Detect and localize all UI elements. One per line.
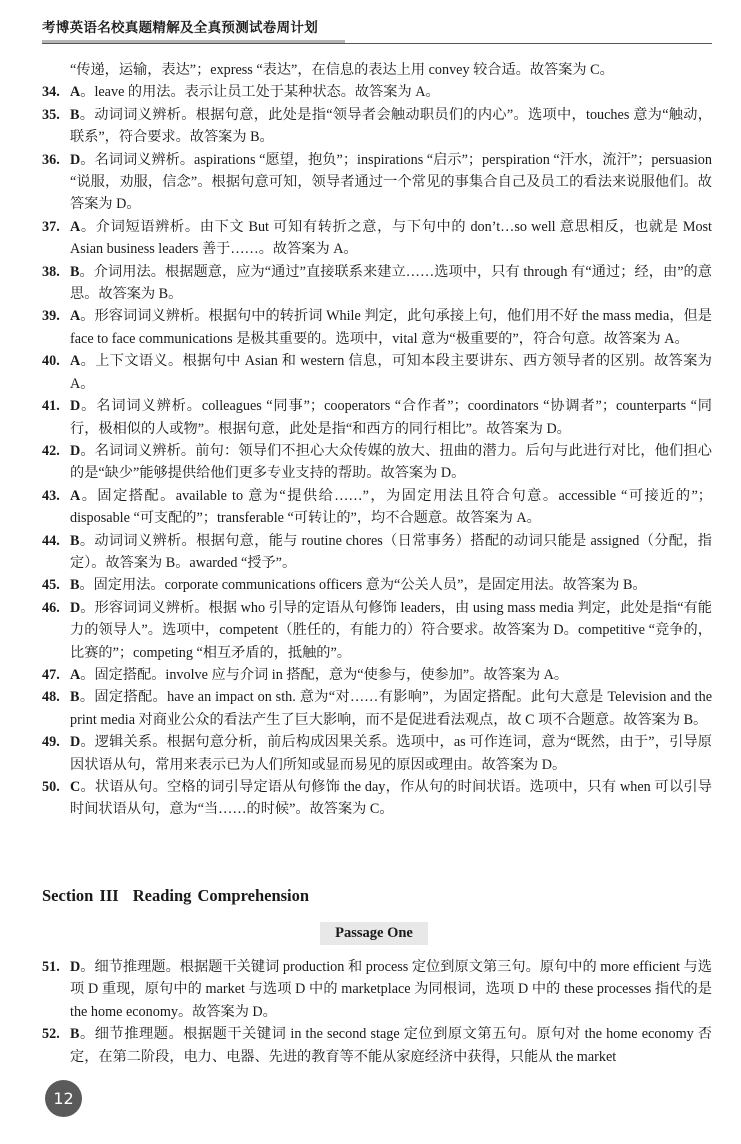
answer-letter: B — [70, 577, 80, 594]
question-number: 42. — [42, 442, 60, 459]
page-number: 12 — [45, 1080, 82, 1117]
answer-item — [42, 261, 712, 306]
explanation: 。介词短语辨析。由下文 But 可知有转折之意，与下句中的 don’t…so well 意思相反，也就是 Most Asian business leaders 善于……。故答案为 A。 — [70, 218, 712, 258]
question-number: 49. — [42, 734, 60, 751]
answer-letter: A — [70, 218, 81, 235]
question-number: 48. — [42, 689, 60, 706]
answer-item — [42, 81, 712, 103]
explanation: 。leave 的用法。表示让员工处于某种状态。故答案为 A。 — [80, 84, 440, 101]
explanation: 。形容词词义辨析。根据 who 引导的定语从句修饰 leaders，由 using mass media 判定，此处是指“有能力的领导人”。选项中，competent（胜任的，有能力的）符合要求。故答案为 D。competitive “竞争的，比赛的”；competing “相互矛盾的，抵触的”。 — [70, 599, 712, 661]
question-number: 39. — [42, 308, 60, 325]
answer-letter: A — [70, 666, 81, 683]
answer-letter: A — [70, 84, 81, 101]
answer-letter: D — [70, 734, 81, 751]
answer-letter: B — [70, 689, 80, 706]
question-number: 47. — [42, 666, 60, 683]
answer-letter: D — [70, 398, 81, 415]
answer-item — [42, 530, 712, 575]
answer-letter: D — [70, 959, 81, 975]
answer-letter: D — [70, 442, 81, 459]
answer-letter: A — [70, 308, 81, 325]
explanation: 。固定搭配。involve 应与介词 in 搭配，意为“使参与，使参加”。故答案为 A。 — [80, 666, 569, 683]
answer-item — [42, 395, 712, 440]
question-number: 40. — [42, 353, 60, 370]
explanation: 。固定搭配。have an impact on sth. 意为“对……有影响”，为固定搭配。此句大意是 Television and the print media 对商业公众的看法产生了巨大影响，而不是促进看法观点，故 C 项不合题意。故答案为 B。 — [70, 689, 712, 728]
question-number: 45. — [42, 577, 60, 594]
explanation: 。上下文语义。根据句中 Asian 和 western 信息，可知本段主要讲东、西方领导者的区别。故答案为 A。 — [70, 353, 712, 392]
explanation: 。名词词义辨析。colleagues “同事”；cooperators “合作者”；coordinators “协调者”；counterparts “同行，极相似的人或物”。根据句意，此处是指“和西方的同行相比”。故答案为 D。 — [70, 398, 712, 437]
answer-item — [42, 956, 712, 1023]
answer-item — [42, 104, 712, 149]
answer-item — [42, 440, 712, 485]
answer-item — [42, 664, 712, 686]
question-number: 46. — [42, 599, 60, 616]
section-title: Reading Comprehension — [132, 886, 310, 905]
question-number: 43. — [42, 487, 60, 504]
explanation: 。动词词义辨析。根据句意，此处是指“领导者会触动职员们的内心”。选项中，touches 意为“触动，联系”，符合要求。故答案为 B。 — [70, 106, 712, 146]
running-header — [42, 18, 712, 46]
question-number: 36. — [42, 151, 60, 168]
answer-letter: B — [70, 532, 80, 549]
question-number: 41. — [42, 398, 60, 415]
answer-letter: A — [70, 487, 81, 504]
answer-item — [42, 216, 712, 261]
answer-item — [42, 574, 712, 596]
explanation: 。细节推理题。根据题干关键词 in the second stage 定位到原文第五句。原句对 the home economy 否定，在第二阶段，电力、电器、先进的教育等不能从家庭经济中获得，只能从 the market — [70, 1026, 712, 1065]
question-number: 51. — [42, 959, 60, 975]
explanation: 。固定搭配。available to 意为“提供给……”，为固定用法且符合句意。accessible “可接近的”；disposable “可支配的”；transferable “可转让的”，均不合题意。故答案为 A。 — [70, 487, 712, 527]
question-number: 52. — [42, 1026, 60, 1043]
header-rule — [42, 40, 712, 46]
answer-list — [42, 59, 712, 821]
answer-letter: B — [70, 1026, 80, 1043]
question-number: 35. — [42, 106, 60, 123]
question-number: 34. — [42, 84, 60, 101]
answer-item — [42, 149, 712, 216]
answer-letter: B — [70, 106, 80, 123]
question-number: 38. — [42, 263, 60, 280]
book-title: 考博英语名校真题精解及全真预测试卷周计划 — [42, 20, 318, 36]
answer-letter: D — [70, 599, 81, 616]
explanation: 。形容词词义辨析。根据句中的转折词 While 判定，此句承接上句，他们用不好 the mass media，但是 face to face communications 是极其重要的。选项中，vital 意为“极重要的”，符合句意。故答案为 A。 — [70, 308, 712, 347]
answer-item — [42, 686, 712, 731]
passage-title: Passage One — [320, 922, 428, 945]
explanation: 。状语从句。空格的词引导定语从句修饰 the day，作从句的时间状语。选项中，只有 when 可以引导时间状语从句，意为“当……的时候”。故答案为 C。 — [70, 779, 712, 818]
answer-letter: B — [70, 263, 80, 280]
explanation: 。细节推理题。根据题干关键词 production 和 process 定位到原文第三句。原句中的 more efficient 与选项 D 重现，原句中的 market 与选项 D 中的 marketplace 为同根词，选项 D 中的 these processes 指代的是 the home economy。故答案为 D。 — [70, 959, 712, 1020]
explanation: 。逻辑关系。根据句意分析，前后构成因果关系。选项中，as 可作连词，意为“既然，由于”，引导原因状语从句，常用来表示已为人们所知或显而易见的原因或理由。故答案为 D。 — [70, 734, 712, 773]
explanation: 。介词用法。根据题意，应为“通过”直接联系来建立……选项中，只有 through 有“通过；经，由”的意思。故答案为 B。 — [70, 263, 712, 303]
answer-item — [42, 597, 712, 664]
question-number: 50. — [42, 779, 60, 795]
answer-item — [42, 776, 712, 821]
answer-item — [42, 350, 712, 395]
explanation: 。动词词义辨析。根据句意，能与 routine chores（日常事务）搭配的动词只能是 assigned（分配，指定）。故答案为 B。awarded “授予”。 — [70, 532, 712, 571]
answer-letter: A — [70, 353, 81, 370]
answer-letter: D — [70, 151, 81, 168]
explanation: 。名词词义辨析。前句：领导们不担心大众传媒的放大、扭曲的潜力。后句与此进行对比，他们担心的是“缺少”能够提供给他们更多专业支持的帮助。故答案为 D。 — [70, 442, 712, 482]
answer-letter: C — [70, 779, 81, 795]
answer-list-reading — [42, 956, 712, 1068]
answer-item — [42, 1023, 712, 1068]
answer-item — [42, 485, 712, 530]
question-number: 37. — [42, 218, 60, 235]
answer-item — [42, 731, 712, 776]
explanation: 。名词词义辨析。aspirations “愿望，抱负”；inspirations “启示”；perspiration “汗水，流汗”；persuasion “说服，劝服，信念”。根据句意可知，领导者通过一个常见的事集合自己及员工的看法来说服他们。故答案为 D。 — [70, 151, 712, 213]
explanation: 。固定用法。corporate communications officers 意为“公关人员”，是固定用法。故答案为 B。 — [79, 577, 647, 594]
section-heading — [42, 886, 323, 906]
section-number: Section III — [42, 886, 119, 905]
continuation-text: “传递，运输，表达”；express “表达”，在信息的表达上用 convey 较合适。故答案为 C。 — [70, 62, 614, 78]
question-number: 44. — [42, 532, 60, 549]
answer-item — [42, 305, 712, 350]
